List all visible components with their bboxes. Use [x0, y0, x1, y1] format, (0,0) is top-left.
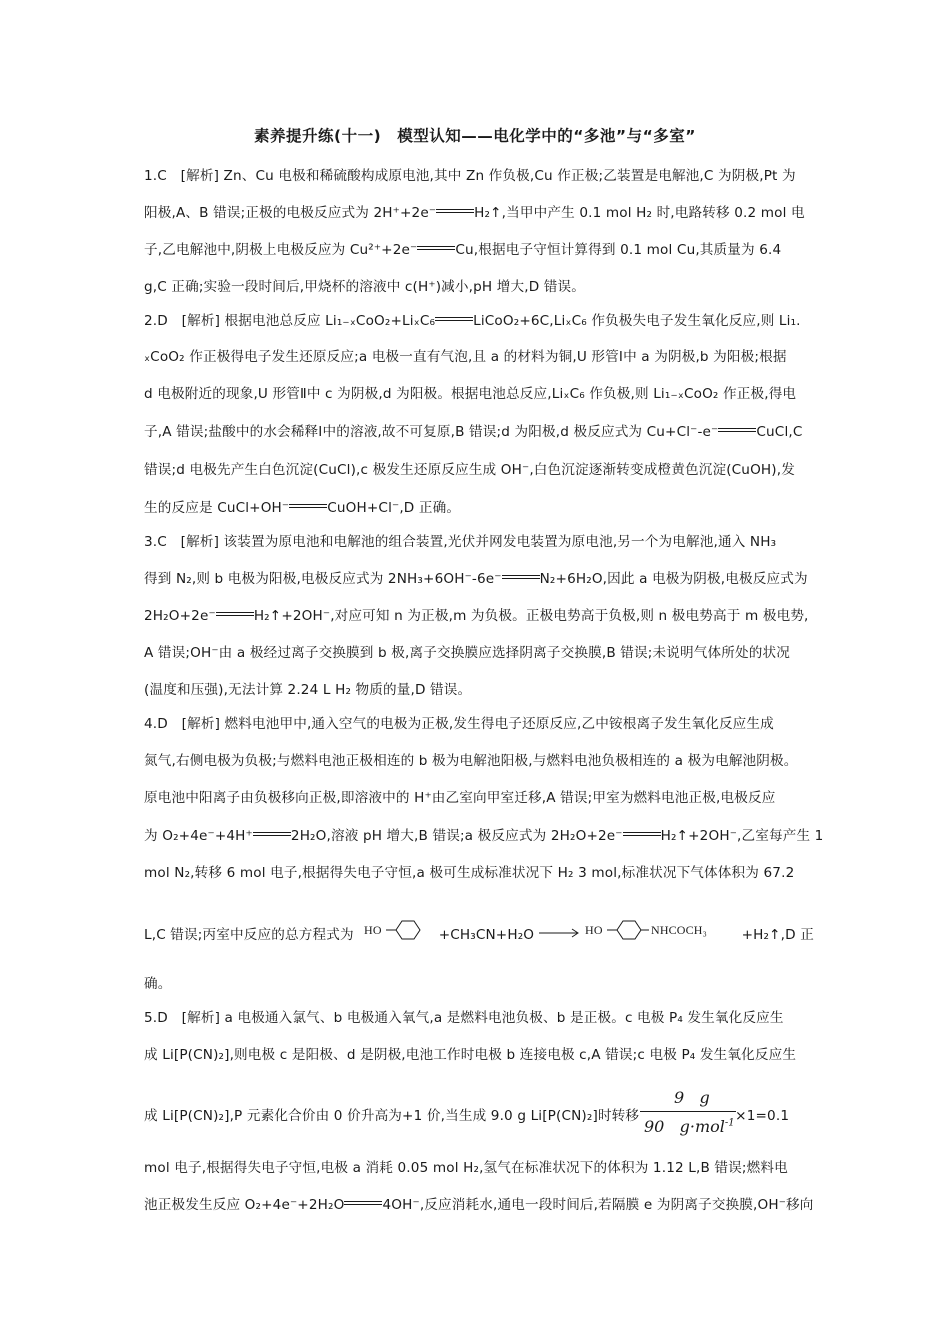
page-title: 素养提升练(十一) 模型认知——电化学中的“多池”与“多室” [254, 127, 696, 145]
q5-line-4: mol 电子,根据得失电子守恒,电极 a 消耗 0.05 mol H₂,氢气在标准状况下的体积为 1.12 L,B 错误;燃料电 [144, 1160, 788, 1176]
q1-line-1: 1.C [解析] Zn、Cu 电极和稀硫酸构成原电池,其中 Zn 作负极,Cu 作正极;乙装置是电解池,C 为阴极,Pt 为 [144, 168, 796, 184]
equals-sign [718, 423, 756, 437]
svg-text:HO: HO [585, 923, 603, 937]
q3-line-5: (温度和压强),无法计算 2.24 L H₂ 物质的量,D 错误。 [144, 682, 472, 698]
q2-line-1: 2.D [解析] 根据电池总反应 Li₁₋ₓCoO₂+LiₓC₆ LiCoO₂+6C,LiₓC₆ 作负极失电子发生氧化反应,则 Li₁. [144, 313, 801, 329]
svg-text:NHCOCH₃: NHCOCH₃ [651, 923, 708, 937]
q1-line-4: g,C 正确;实验一段时间后,甲烧杯的溶液中 c(H⁺)减小,pH 增大,D 错误。 [144, 279, 586, 295]
q4-line-4: 为 O₂+4e⁻+4H⁺ 2H₂O,溶液 pH 增大,B 错误;a 极反应式为 2H₂O+2e⁻ H₂↑+2OH⁻,乙室每产生 1 [144, 828, 824, 844]
q2-line-4: 子,A 错误;盐酸中的水会稀释Ⅰ中的溶液,故不可复原,B 错误;d 为阳极,d 极反应式为 Cu+Cl⁻-e⁻ CuCl,C [144, 424, 803, 440]
equals-sign [502, 570, 540, 584]
q5-line-3: 成 Li[P(CN)₂],P 元素化合价由 0 价升高为+1 价,当生成 9.0 g Li[P(CN)₂]时转移 ×1=0.1 [144, 1108, 790, 1124]
q4-line-1: 4.D [解析] 燃料电池甲中,通入空气的电极为正极,发生得电子还原反应,乙中铵根离子发生氧化反应生成 [144, 716, 774, 732]
q4-line-5: mol N₂,转移 6 mol 电子,根据得失电子守恒,a 极可生成标准状况下 H₂ 3 mol,标准状况下气体体积为 67.2 [144, 865, 795, 881]
q3-line-2: 得到 N₂,则 b 电极为阳极,电极反应式为 2NH₃+6OH⁻-6e⁻ N₂+6H₂O,因此 a 电极为阴极,电极反应式为 [144, 571, 808, 587]
equals-sign [623, 827, 661, 841]
q3-line-4: A 错误;OH⁻由 a 极经过离子交换膜到 b 极,离子交换膜应选择阴离子交换膜,B 错误;未说明气体所处的状况 [144, 645, 790, 661]
equals-sign [436, 204, 474, 218]
q4-line-7: 确。 [144, 976, 172, 992]
q1-line-3: 子,乙电解池中,阴极上电极反应为 Cu²⁺+2e⁻ Cu,根据电子守恒计算得到 0.1 mol Cu,其质量为 6.4 [144, 242, 782, 258]
q5-line-5: 池正极发生反应 O₂+4e⁻+2H₂O 4OH⁻,反应消耗水,通电一段时间后,若隔膜 e 为阴离子交换膜,OH⁻移向 [144, 1197, 814, 1213]
equals-sign [344, 1196, 382, 1210]
equals-sign [417, 241, 455, 255]
q5-line-2: 成 Li[P(CN)₂],则电极 c 是阳极、d 是阴极,电池工作时电极 b 连接电极 c,A 错误;c 电极 P₄ 发生氧化反应生 [144, 1047, 797, 1063]
q1-line-2: 阳极,A、B 错误;正极的电极反应式为 2H⁺+2e⁻ H₂↑,当甲中产生 0.1 mol H₂ 时,电路转移 0.2 mol 电 [144, 205, 805, 221]
equals-sign [289, 499, 327, 513]
equals-sign [216, 607, 254, 621]
paracetamol-structure [585, 918, 737, 952]
ho-label: HO [364, 923, 382, 937]
q3-line-3: 2H₂O+2e⁻ H₂↑+2OH⁻,对应可知 n 为正极,m 为负极。正极电势高于负极,则 n 极电势高于 m 极电势, [144, 608, 809, 624]
phenol-structure [364, 918, 434, 952]
q2-line-6: 生的反应是 CuCl+OH⁻ CuOH+Cl⁻,D 正确。 [144, 500, 461, 516]
equals-sign [253, 827, 291, 841]
q4-line-2: 氮气,右侧电极为负极;与燃料电池正极相连的 b 极为电解池阳极,与燃料电池负极相连的 a 极为电解池阴极。 [144, 753, 798, 769]
q4-line-6: L,C 错误;丙室中反应的总方程式为 HO +CH₃CN+H₂O HO NHCOCH₃ +H₂↑,D 正 [144, 918, 814, 952]
q2-line-5: 错误;d 电极先产生白色沉淀(CuCl),c 极发生还原反应生成 OH⁻,白色沉淀逐渐转变成橙黄色沉淀(CuOH),发 [144, 462, 795, 478]
q2-line-3: d 电极附近的现象,U 形管Ⅱ中 c 为阴极,d 为阳极。根据电池总反应,LiₓC₆ 作负极,则 Li₁₋ₓCoO₂ 作正极,得电 [144, 386, 797, 402]
q3-line-1: 3.C [解析] 该装置为原电池和电解池的组合装置,光伏并网发电装置为原电池,另一个为电解池,通入 NH₃ [144, 534, 777, 550]
q5-line-1: 5.D [解析] a 电极通入氯气、b 电极通入氧气,a 是燃料电池负极、b 是正极。c 电极 P₄ 发生氧化反应生 [144, 1010, 784, 1026]
reaction-arrow [539, 927, 581, 943]
q4-line-3: 原电池中阳离子由负极移向正极,即溶液中的 H⁺由乙室向甲室迁移,A 错误;甲室为燃料电池正极,电极反应 [144, 790, 776, 806]
equals-sign [435, 312, 473, 326]
q2-line-2: ₓCoO₂ 作正极得电子发生还原反应;a 电极一直有气泡,且 a 的材料为铜,U 形管Ⅰ中 a 为阴极,b 为阳极;根据 [144, 349, 787, 365]
